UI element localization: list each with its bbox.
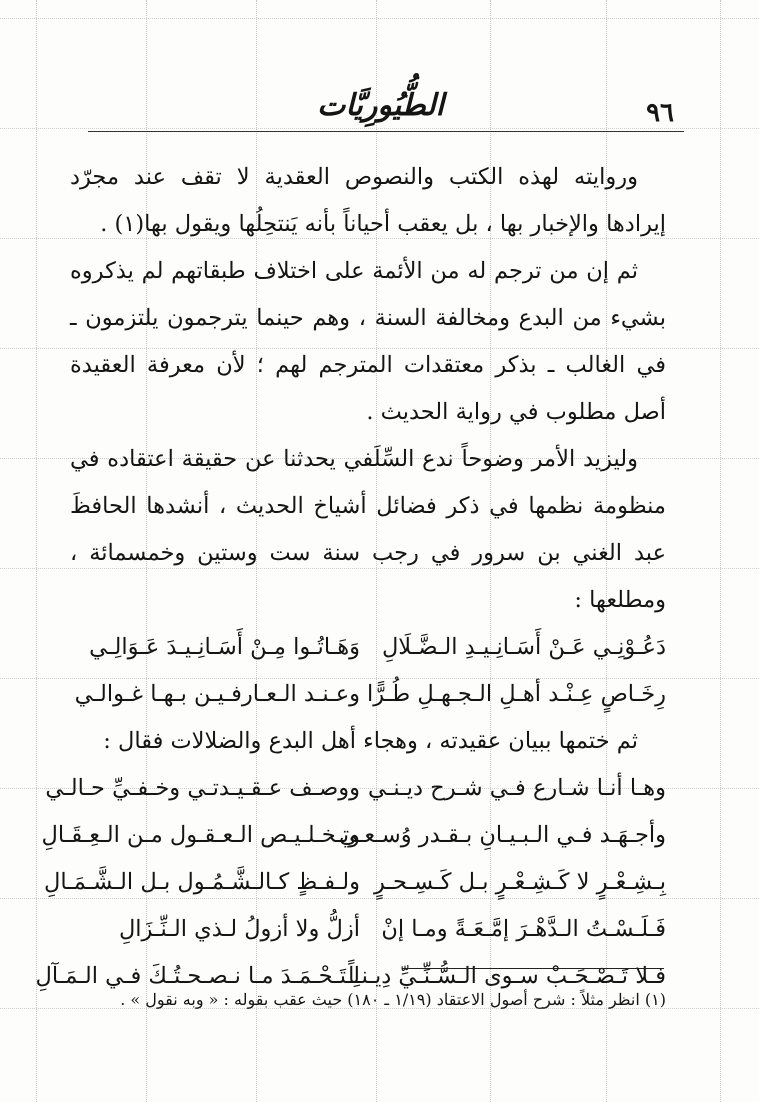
hemistich-second: ووصـف عـقـيـدتـي وخـفـيِّ حـالـي [45, 775, 360, 801]
hemistich-second: وتـخـلـيـص الـعـقـول مـن الـعِـقَـالِ [41, 822, 360, 848]
header-rule [88, 131, 684, 132]
hemistich-first: وأجـهَـد فـي الـبـيـانِ بـقـدر وُسـعـي [339, 822, 666, 848]
hemistich-first: بِـشِـعْـرٍ لا كَـشِـعْـرٍ بـل كَـسِـحـرٍ [373, 869, 666, 895]
hemistich-first: فـلا تَـصْـحَـبْ سـوى الـسُّـنِّـيِّ دِيـنـاً [348, 963, 666, 989]
verse-line [70, 624, 666, 671]
running-title: الطُّيُورِيَّات [317, 88, 444, 123]
page-header [88, 88, 684, 132]
grid-line [720, 0, 721, 1102]
paragraph: ثم ختمها ببيان عقيدته ، وهجاء أهل البدع والضلالات فقال : [103, 728, 638, 754]
footnote: (١) انظر مثلاً : شرح أصول الاعتقاد (١/١٩ ـ ١٨٠) حيث عقب بقوله : « وبه نقول » . [120, 990, 666, 1009]
hemistich-second: وعـنـد الـعـارفـيـن بـهـا غـوالـي [74, 681, 360, 707]
hemistich-first: رِخَـاصٍ عِـنْـد أهـلِ الـجـهـلِ طُـرًّا [367, 681, 666, 707]
hemistich-first: دَعُـوْنِـي عَـنْ أَسَـانِـيـدِ الـضَّـلَالِ [381, 634, 666, 660]
grid-line [36, 0, 37, 1102]
hemistich-second: لِـتَـحْـمَـدَ مـا نـصـحـتُـكَ فـي الـمَـآلِ [35, 963, 360, 989]
hemistich-first: وهـا أنـا شـارع فـي شـرح ديـنـي [368, 775, 666, 801]
paragraph: وروايته لهذه الكتب والنصوص العقدية لا تقف عند مجرّد إيرادها والإخبار بها ، بل يعقب أحياناً بأنه يَنتحِلُها ويقول بها(١) . [70, 164, 666, 237]
hemistich-second: وَهَـاتُـوا مِـنْ أَسَـانِـيـدَ عَـوَالِـي [89, 634, 360, 660]
paragraph: وليزيد الأمر وضوحاً ندع السِّلَفي يحدثنا عن حقيقة اعتقاده في منظومة نظمها في ذكر فضائل أشياخ الحديث ، أنشدها الحافظَ عبد الغني بن سرور في رجب سنة ست وستين وخمسمائة ، ومطلعها : [70, 446, 666, 613]
main-text [35, 154, 666, 1000]
hemistich-second: ولـفـظٍ كـالـشَّـمُـول بـل الـشَّـمَـالِ [44, 869, 360, 895]
verse-line [70, 671, 666, 718]
hemistich-second: أزلُّ ولا أزولُ لـذي الـنِّـزَالِ [118, 916, 360, 942]
verse-line [41, 812, 666, 859]
hemistich-first: فَـلَـسْـتُ الـدَّهْـرَ إمَّـعَـةً ومـا إنْ [381, 916, 666, 942]
page-number: ٩٦ [646, 98, 674, 128]
paragraph: ثم إن من ترجم له من الأئمة على اختلاف طبقاتهم لم يذكروه بشيء من البدع ومخالفة السنة ، وهم حينما يترجمون يلتزمون ـ في الغالب ـ بذكر معتقدات المترجم لهم ؛ لأن معرفة العقيدة أصل مطلوب في رواية الحديث . [70, 258, 666, 425]
verse-line [70, 906, 666, 953]
verse-line [44, 859, 666, 906]
verse-line [45, 765, 666, 812]
footnote-rule [402, 968, 664, 969]
poem-opening [70, 624, 666, 718]
poem-closing [35, 765, 666, 1000]
grid-line [0, 18, 759, 19]
